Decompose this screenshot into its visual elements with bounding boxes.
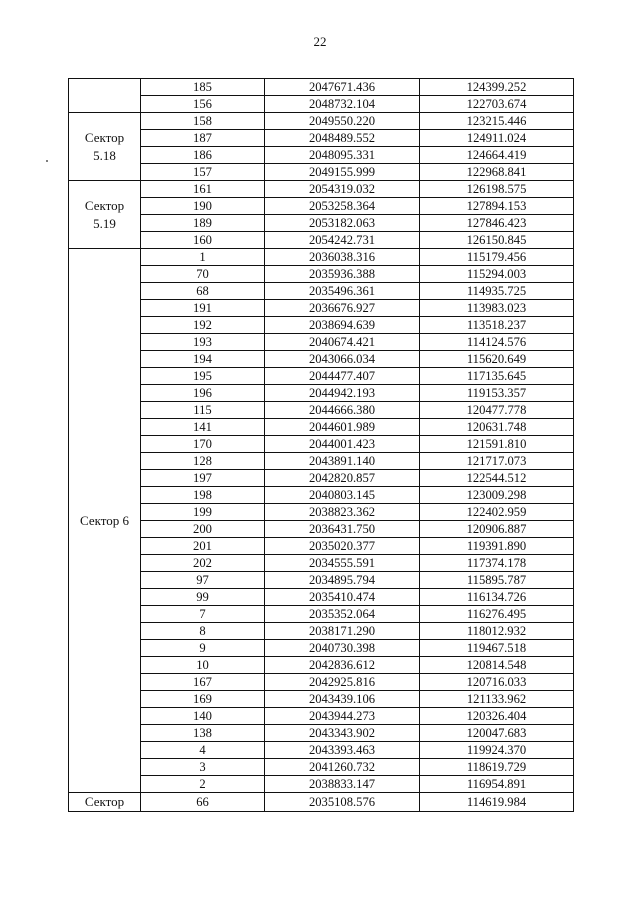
sector-cell <box>69 79 141 113</box>
point-number-cell: 201 <box>141 538 265 555</box>
point-number-cell: 185 <box>141 79 265 96</box>
table-row <box>69 572 574 589</box>
table-row <box>69 487 574 504</box>
x-coordinate-cell: 2035352.064 <box>265 606 420 623</box>
x-coordinate-cell: 2040803.145 <box>265 487 420 504</box>
x-coordinate-cell: 2043944.273 <box>265 708 420 725</box>
x-coordinate-cell: 2048095.331 <box>265 147 420 164</box>
y-coordinate-cell: 126150.845 <box>420 232 574 249</box>
x-coordinate-cell: 2044666.380 <box>265 402 420 419</box>
x-coordinate-cell: 2042836.612 <box>265 657 420 674</box>
y-coordinate-cell: 120631.748 <box>420 419 574 436</box>
y-coordinate-cell: 123215.446 <box>420 113 574 130</box>
y-coordinate-cell: 120477.778 <box>420 402 574 419</box>
table-row <box>69 538 574 555</box>
y-coordinate-cell: 123009.298 <box>420 487 574 504</box>
x-coordinate-cell: 2035108.576 <box>265 793 420 812</box>
point-number-cell: 198 <box>141 487 265 504</box>
x-coordinate-cell: 2049155.999 <box>265 164 420 181</box>
table-row <box>69 317 574 334</box>
point-number-cell: 9 <box>141 640 265 657</box>
point-number-cell: 115 <box>141 402 265 419</box>
x-coordinate-cell: 2048732.104 <box>265 96 420 113</box>
table-row <box>69 742 574 759</box>
table-row <box>69 300 574 317</box>
point-number-cell: 195 <box>141 368 265 385</box>
point-number-cell: 66 <box>141 793 265 812</box>
sector-cell: Сектор 6 <box>69 249 141 793</box>
y-coordinate-cell: 114619.984 <box>420 793 574 812</box>
table-row <box>69 504 574 521</box>
table-row <box>69 130 574 147</box>
x-coordinate-cell: 2036038.316 <box>265 249 420 266</box>
x-coordinate-cell: 2047671.436 <box>265 79 420 96</box>
table-row <box>69 385 574 402</box>
x-coordinate-cell: 2040674.421 <box>265 334 420 351</box>
table-row <box>69 691 574 708</box>
point-number-cell: 156 <box>141 96 265 113</box>
y-coordinate-cell: 124911.024 <box>420 130 574 147</box>
y-coordinate-cell: 119391.890 <box>420 538 574 555</box>
table-row <box>69 198 574 215</box>
y-coordinate-cell: 120326.404 <box>420 708 574 725</box>
x-coordinate-cell: 2034555.591 <box>265 555 420 572</box>
y-coordinate-cell: 117374.178 <box>420 555 574 572</box>
table-row <box>69 776 574 793</box>
point-number-cell: 187 <box>141 130 265 147</box>
table-row <box>69 266 574 283</box>
table-row <box>69 283 574 300</box>
y-coordinate-cell: 114124.576 <box>420 334 574 351</box>
y-coordinate-cell: 122544.512 <box>420 470 574 487</box>
y-coordinate-cell: 121717.073 <box>420 453 574 470</box>
table-row <box>69 470 574 487</box>
point-number-cell: 4 <box>141 742 265 759</box>
y-coordinate-cell: 118012.932 <box>420 623 574 640</box>
y-coordinate-cell: 115620.649 <box>420 351 574 368</box>
point-number-cell: 199 <box>141 504 265 521</box>
x-coordinate-cell: 2043891.140 <box>265 453 420 470</box>
y-coordinate-cell: 116954.891 <box>420 776 574 793</box>
y-coordinate-cell: 117135.645 <box>420 368 574 385</box>
table-row <box>69 606 574 623</box>
x-coordinate-cell: 2038833.147 <box>265 776 420 793</box>
table-row <box>69 113 574 130</box>
y-coordinate-cell: 124399.252 <box>420 79 574 96</box>
point-number-cell: 70 <box>141 266 265 283</box>
sector-cell: Сектор 5.18 <box>69 113 141 181</box>
table-row <box>69 708 574 725</box>
x-coordinate-cell: 2038171.290 <box>265 623 420 640</box>
x-coordinate-cell: 2053182.063 <box>265 215 420 232</box>
x-coordinate-cell: 2054319.032 <box>265 181 420 198</box>
x-coordinate-cell: 2053258.364 <box>265 198 420 215</box>
table-row <box>69 402 574 419</box>
x-coordinate-cell: 2035410.474 <box>265 589 420 606</box>
point-number-cell: 202 <box>141 555 265 572</box>
point-number-cell: 200 <box>141 521 265 538</box>
x-coordinate-cell: 2044601.989 <box>265 419 420 436</box>
point-number-cell: 192 <box>141 317 265 334</box>
point-number-cell: 193 <box>141 334 265 351</box>
y-coordinate-cell: 124664.419 <box>420 147 574 164</box>
y-coordinate-cell: 122402.959 <box>420 504 574 521</box>
table-row <box>69 793 574 812</box>
table-row <box>69 232 574 249</box>
x-coordinate-cell: 2044477.407 <box>265 368 420 385</box>
x-coordinate-cell: 2043066.034 <box>265 351 420 368</box>
x-coordinate-cell: 2044001.423 <box>265 436 420 453</box>
point-number-cell: 196 <box>141 385 265 402</box>
y-coordinate-cell: 121133.962 <box>420 691 574 708</box>
table-row <box>69 164 574 181</box>
point-number-cell: 167 <box>141 674 265 691</box>
sector-cell: Сектор <box>69 793 141 812</box>
x-coordinate-cell: 2041260.732 <box>265 759 420 776</box>
table-row <box>69 249 574 266</box>
table-row <box>69 759 574 776</box>
y-coordinate-cell: 113983.023 <box>420 300 574 317</box>
x-coordinate-cell: 2044942.193 <box>265 385 420 402</box>
table-row <box>69 334 574 351</box>
point-number-cell: 157 <box>141 164 265 181</box>
x-coordinate-cell: 2034895.794 <box>265 572 420 589</box>
table-row <box>69 215 574 232</box>
point-number-cell: 170 <box>141 436 265 453</box>
x-coordinate-cell: 2042820.857 <box>265 470 420 487</box>
table-row <box>69 521 574 538</box>
table-row <box>69 419 574 436</box>
y-coordinate-cell: 126198.575 <box>420 181 574 198</box>
point-number-cell: 10 <box>141 657 265 674</box>
point-number-cell: 97 <box>141 572 265 589</box>
x-coordinate-cell: 2040730.398 <box>265 640 420 657</box>
y-coordinate-cell: 119153.357 <box>420 385 574 402</box>
table-row <box>69 436 574 453</box>
x-coordinate-cell: 2038694.639 <box>265 317 420 334</box>
coordinates-table-body <box>69 79 574 812</box>
y-coordinate-cell: 127894.153 <box>420 198 574 215</box>
x-coordinate-cell: 2042925.816 <box>265 674 420 691</box>
x-coordinate-cell: 2048489.552 <box>265 130 420 147</box>
x-coordinate-cell: 2043393.463 <box>265 742 420 759</box>
y-coordinate-cell: 121591.810 <box>420 436 574 453</box>
point-number-cell: 186 <box>141 147 265 164</box>
x-coordinate-cell: 2054242.731 <box>265 232 420 249</box>
table-row <box>69 351 574 368</box>
x-coordinate-cell: 2043343.902 <box>265 725 420 742</box>
table-row <box>69 453 574 470</box>
point-number-cell: 191 <box>141 300 265 317</box>
y-coordinate-cell: 122703.674 <box>420 96 574 113</box>
y-coordinate-cell: 116276.495 <box>420 606 574 623</box>
y-coordinate-cell: 120047.683 <box>420 725 574 742</box>
x-coordinate-cell: 2049550.220 <box>265 113 420 130</box>
y-coordinate-cell: 115895.787 <box>420 572 574 589</box>
point-number-cell: 161 <box>141 181 265 198</box>
x-coordinate-cell: 2038823.362 <box>265 504 420 521</box>
table-row <box>69 181 574 198</box>
point-number-cell: 194 <box>141 351 265 368</box>
table-row <box>69 640 574 657</box>
table-row <box>69 589 574 606</box>
point-number-cell: 140 <box>141 708 265 725</box>
y-coordinate-cell: 118619.729 <box>420 759 574 776</box>
point-number-cell: 169 <box>141 691 265 708</box>
y-coordinate-cell: 122968.841 <box>420 164 574 181</box>
point-number-cell: 138 <box>141 725 265 742</box>
point-number-cell: 8 <box>141 623 265 640</box>
point-number-cell: 68 <box>141 283 265 300</box>
coordinates-table <box>68 78 574 812</box>
y-coordinate-cell: 115179.456 <box>420 249 574 266</box>
point-number-cell: 3 <box>141 759 265 776</box>
x-coordinate-cell: 2035020.377 <box>265 538 420 555</box>
y-coordinate-cell: 116134.726 <box>420 589 574 606</box>
table-row <box>69 674 574 691</box>
scan-speck <box>46 160 48 162</box>
x-coordinate-cell: 2036676.927 <box>265 300 420 317</box>
table-row <box>69 623 574 640</box>
table-row <box>69 725 574 742</box>
point-number-cell: 7 <box>141 606 265 623</box>
point-number-cell: 1 <box>141 249 265 266</box>
point-number-cell: 197 <box>141 470 265 487</box>
y-coordinate-cell: 113518.237 <box>420 317 574 334</box>
y-coordinate-cell: 120814.548 <box>420 657 574 674</box>
point-number-cell: 189 <box>141 215 265 232</box>
table-row <box>69 555 574 572</box>
x-coordinate-cell: 2036431.750 <box>265 521 420 538</box>
table-row <box>69 79 574 96</box>
table-row <box>69 657 574 674</box>
x-coordinate-cell: 2035936.388 <box>265 266 420 283</box>
table-row <box>69 96 574 113</box>
point-number-cell: 190 <box>141 198 265 215</box>
table-row <box>69 147 574 164</box>
point-number-cell: 141 <box>141 419 265 436</box>
y-coordinate-cell: 119467.518 <box>420 640 574 657</box>
y-coordinate-cell: 119924.370 <box>420 742 574 759</box>
point-number-cell: 128 <box>141 453 265 470</box>
x-coordinate-cell: 2043439.106 <box>265 691 420 708</box>
y-coordinate-cell: 120716.033 <box>420 674 574 691</box>
y-coordinate-cell: 115294.003 <box>420 266 574 283</box>
y-coordinate-cell: 120906.887 <box>420 521 574 538</box>
point-number-cell: 160 <box>141 232 265 249</box>
point-number-cell: 158 <box>141 113 265 130</box>
page-number: 22 <box>313 34 327 49</box>
y-coordinate-cell: 114935.725 <box>420 283 574 300</box>
sector-cell: Сектор 5.19 <box>69 181 141 249</box>
point-number-cell: 2 <box>141 776 265 793</box>
x-coordinate-cell: 2035496.361 <box>265 283 420 300</box>
y-coordinate-cell: 127846.423 <box>420 215 574 232</box>
table-row <box>69 368 574 385</box>
point-number-cell: 99 <box>141 589 265 606</box>
